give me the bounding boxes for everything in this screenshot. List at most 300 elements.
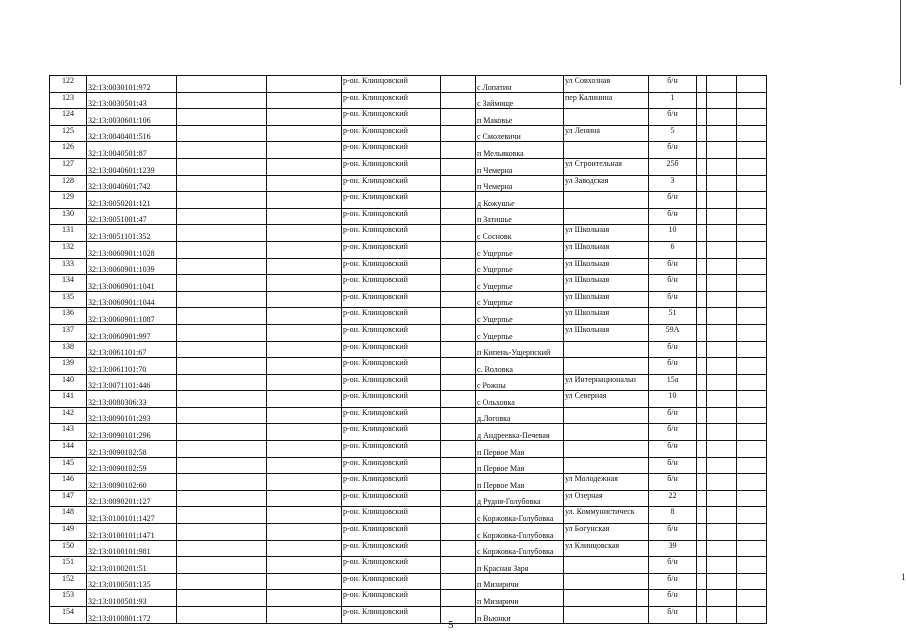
cadastral-number-cell: 32:13:0030101:972	[87, 76, 177, 93]
empty-cell	[707, 175, 737, 192]
district-cell: р-он. Клинцовский	[342, 490, 441, 507]
empty-cell	[441, 374, 476, 391]
empty-cell	[707, 557, 737, 574]
empty-cell	[697, 424, 707, 441]
cadastral-number-cell: 32:13:0071101:446	[87, 374, 177, 391]
street-cell: ул Богунская	[564, 524, 649, 541]
street-cell: ул Совхозная	[564, 76, 649, 93]
empty-cell	[737, 607, 767, 624]
district-cell: р-он. Клинцовский	[342, 457, 441, 474]
empty-cell	[737, 225, 767, 242]
locality-cell: д.Логовка	[476, 407, 564, 424]
empty-cell	[441, 291, 476, 308]
table-row	[50, 142, 767, 159]
empty-cell	[267, 424, 342, 441]
district-cell: р-он. Клинцовский	[342, 474, 441, 491]
empty-cell	[737, 142, 767, 159]
row-number-cell: 146	[50, 474, 87, 491]
cadastral-number-cell: 32:13:0040601:1239	[87, 158, 177, 175]
empty-cell	[441, 142, 476, 159]
empty-cell	[267, 142, 342, 159]
street-cell	[564, 573, 649, 590]
empty-cell	[737, 457, 767, 474]
street-cell: ул Школьная	[564, 241, 649, 258]
cadastral-number-cell: 32:13:0100501:93	[87, 590, 177, 607]
table-row	[50, 540, 767, 557]
street-cell: ул Ленина	[564, 125, 649, 142]
street-cell	[564, 407, 649, 424]
empty-cell	[697, 341, 707, 358]
district-cell: р-он. Клинцовский	[342, 324, 441, 341]
empty-cell	[177, 341, 267, 358]
empty-cell	[177, 474, 267, 491]
empty-cell	[267, 358, 342, 375]
empty-cell	[707, 441, 737, 458]
street-cell: пер Калинина	[564, 92, 649, 109]
empty-cell	[441, 109, 476, 126]
district-cell: р-он. Клинцовский	[342, 441, 441, 458]
empty-cell	[267, 507, 342, 524]
house-number-cell: б/н	[649, 258, 697, 275]
street-cell	[564, 208, 649, 225]
empty-cell	[737, 540, 767, 557]
table-row	[50, 308, 767, 325]
table-row	[50, 291, 767, 308]
locality-cell: с Ущерпье	[476, 308, 564, 325]
registry-table-wrapper	[49, 75, 767, 624]
cadastral-number-cell: 32:13:0090102:59	[87, 457, 177, 474]
empty-cell	[441, 158, 476, 175]
empty-cell	[177, 324, 267, 341]
house-number-cell: 15а	[649, 374, 697, 391]
empty-cell	[707, 241, 737, 258]
empty-cell	[267, 573, 342, 590]
house-number-cell: б/н	[649, 291, 697, 308]
empty-cell	[441, 225, 476, 242]
locality-cell: с Ольховка	[476, 391, 564, 408]
empty-cell	[697, 557, 707, 574]
street-cell: ул Клинцовская	[564, 540, 649, 557]
row-number-cell: 124	[50, 109, 87, 126]
row-number-cell: 128	[50, 175, 87, 192]
empty-cell	[697, 241, 707, 258]
district-cell: р-он. Клинцовский	[342, 557, 441, 574]
empty-cell	[697, 275, 707, 292]
table-row	[50, 76, 767, 93]
empty-cell	[697, 192, 707, 209]
empty-cell	[737, 407, 767, 424]
empty-cell	[697, 76, 707, 93]
house-number-cell: 51	[649, 308, 697, 325]
house-number-cell: б/н	[649, 275, 697, 292]
empty-cell	[267, 474, 342, 491]
empty-cell	[707, 208, 737, 225]
empty-cell	[177, 175, 267, 192]
house-number-cell: 10	[649, 391, 697, 408]
empty-cell	[737, 308, 767, 325]
row-number-cell: 144	[50, 441, 87, 458]
row-number-cell: 129	[50, 192, 87, 209]
street-cell: ул Строительная	[564, 158, 649, 175]
table-row	[50, 573, 767, 590]
table-row	[50, 490, 767, 507]
empty-cell	[737, 424, 767, 441]
street-cell	[564, 557, 649, 574]
locality-cell: п Первое Мая	[476, 457, 564, 474]
table-row	[50, 258, 767, 275]
table-row	[50, 441, 767, 458]
empty-cell	[707, 158, 737, 175]
row-number-cell: 140	[50, 374, 87, 391]
empty-cell	[737, 125, 767, 142]
empty-cell	[737, 441, 767, 458]
empty-cell	[267, 407, 342, 424]
house-number-cell: 3	[649, 175, 697, 192]
empty-cell	[267, 175, 342, 192]
street-cell	[564, 457, 649, 474]
empty-cell	[707, 474, 737, 491]
empty-cell	[697, 490, 707, 507]
empty-cell	[697, 291, 707, 308]
empty-cell	[737, 291, 767, 308]
empty-cell	[697, 524, 707, 541]
street-cell: ул Школьная	[564, 275, 649, 292]
cadastral-number-cell: 32:13:0100201:51	[87, 557, 177, 574]
empty-cell	[441, 324, 476, 341]
empty-cell	[177, 291, 267, 308]
cadastral-number-cell: 32:13:0061101:70	[87, 358, 177, 375]
empty-cell	[707, 258, 737, 275]
street-cell: ул Озерная	[564, 490, 649, 507]
empty-cell	[697, 258, 707, 275]
cadastral-number-cell: 32:13:0090101:293	[87, 407, 177, 424]
cadastral-number-cell: 32:13:0100101:1427	[87, 507, 177, 524]
empty-cell	[267, 607, 342, 624]
house-number-cell: б/н	[649, 208, 697, 225]
empty-cell	[267, 341, 342, 358]
district-cell: р-он. Клинцовский	[342, 391, 441, 408]
empty-cell	[267, 92, 342, 109]
empty-cell	[707, 225, 737, 242]
cadastral-number-cell: 32:13:0030601:106	[87, 109, 177, 126]
cadastral-number-cell: 32:13:0080306:33	[87, 391, 177, 408]
district-cell: р-он. Клинцовский	[342, 291, 441, 308]
district-cell: р-он. Клинцовский	[342, 109, 441, 126]
empty-cell	[707, 507, 737, 524]
row-number-cell: 142	[50, 407, 87, 424]
table-row	[50, 507, 767, 524]
empty-cell	[697, 407, 707, 424]
cadastral-number-cell: 32:13:0060901:1028	[87, 241, 177, 258]
row-number-cell: 147	[50, 490, 87, 507]
cadastral-number-cell: 32:13:0100101:1471	[87, 524, 177, 541]
house-number-cell: 22	[649, 490, 697, 507]
empty-cell	[441, 557, 476, 574]
table-row	[50, 557, 767, 574]
district-cell: р-он. Клинцовский	[342, 275, 441, 292]
table-row	[50, 92, 767, 109]
table-row	[50, 424, 767, 441]
empty-cell	[707, 125, 737, 142]
row-number-cell: 149	[50, 524, 87, 541]
district-cell: р-он. Клинцовский	[342, 524, 441, 541]
locality-cell: с Коржовка-Голубовка	[476, 524, 564, 541]
row-number-cell: 127	[50, 158, 87, 175]
street-cell: ул Интернациональн	[564, 374, 649, 391]
empty-cell	[267, 540, 342, 557]
district-cell: р-он. Клинцовский	[342, 192, 441, 209]
empty-cell	[177, 76, 267, 93]
empty-cell	[177, 192, 267, 209]
district-cell: р-он. Клинцовский	[342, 540, 441, 557]
district-cell: р-он. Клинцовский	[342, 125, 441, 142]
cadastral-number-cell: 32:13:0060901:1039	[87, 258, 177, 275]
house-number-cell: б/н	[649, 109, 697, 126]
house-number-cell: б/н	[649, 76, 697, 93]
locality-cell: п Чемерна	[476, 158, 564, 175]
house-number-cell: 59А	[649, 324, 697, 341]
empty-cell	[267, 441, 342, 458]
locality-cell: с Смолевичи	[476, 125, 564, 142]
empty-cell	[707, 607, 737, 624]
district-cell: р-он. Клинцовский	[342, 507, 441, 524]
house-number-cell: б/н	[649, 424, 697, 441]
empty-cell	[707, 573, 737, 590]
district-cell: р-он. Клинцовский	[342, 92, 441, 109]
empty-cell	[267, 291, 342, 308]
empty-cell	[441, 590, 476, 607]
row-number-cell: 145	[50, 457, 87, 474]
table-row	[50, 374, 767, 391]
locality-cell: с Ущерпье	[476, 241, 564, 258]
district-cell: р-он. Клинцовский	[342, 407, 441, 424]
house-number-cell: б/н	[649, 524, 697, 541]
house-number-cell: б/н	[649, 474, 697, 491]
table-row	[50, 241, 767, 258]
row-number-cell: 132	[50, 241, 87, 258]
empty-cell	[441, 241, 476, 258]
locality-cell: п Чемерна	[476, 175, 564, 192]
street-cell	[564, 358, 649, 375]
locality-cell: п Мизиричи	[476, 573, 564, 590]
empty-cell	[267, 275, 342, 292]
empty-cell	[177, 109, 267, 126]
house-number-cell: б/н	[649, 590, 697, 607]
empty-cell	[441, 507, 476, 524]
empty-cell	[441, 457, 476, 474]
cadastral-number-cell: 32:13:0030501:43	[87, 92, 177, 109]
empty-cell	[697, 507, 707, 524]
empty-cell	[737, 557, 767, 574]
row-number-cell: 123	[50, 92, 87, 109]
locality-cell: с Коржовка-Голубовка	[476, 507, 564, 524]
locality-cell: с Лопатин	[476, 76, 564, 93]
empty-cell	[707, 540, 737, 557]
district-cell: р-он. Клинцовский	[342, 607, 441, 624]
empty-cell	[441, 92, 476, 109]
cadastral-number-cell: 32:13:0100801:172	[87, 607, 177, 624]
table-row	[50, 275, 767, 292]
locality-cell: с Ущерпье	[476, 275, 564, 292]
empty-cell	[177, 374, 267, 391]
empty-cell	[707, 291, 737, 308]
table-row	[50, 192, 767, 209]
locality-cell: с Рожны	[476, 374, 564, 391]
locality-cell: с. Воловка	[476, 358, 564, 375]
house-number-cell: 5	[649, 125, 697, 142]
locality-cell: с Займище	[476, 92, 564, 109]
empty-cell	[441, 192, 476, 209]
empty-cell	[177, 590, 267, 607]
empty-cell	[177, 92, 267, 109]
empty-cell	[697, 208, 707, 225]
house-number-cell: 25б	[649, 158, 697, 175]
empty-cell	[441, 258, 476, 275]
table-row	[50, 225, 767, 242]
street-cell: ул Заводская	[564, 175, 649, 192]
empty-cell	[737, 258, 767, 275]
empty-cell	[267, 158, 342, 175]
locality-cell: п Мельяковка	[476, 142, 564, 159]
table-row	[50, 341, 767, 358]
empty-cell	[737, 573, 767, 590]
district-cell: р-он. Клинцовский	[342, 208, 441, 225]
scan-edge-line	[900, 0, 901, 85]
street-cell	[564, 341, 649, 358]
cadastral-number-cell: 32:13:0100501:135	[87, 573, 177, 590]
house-number-cell: б/н	[649, 192, 697, 209]
street-cell: ул Школьная	[564, 308, 649, 325]
empty-cell	[737, 92, 767, 109]
empty-cell	[441, 490, 476, 507]
row-number-cell: 131	[50, 225, 87, 242]
empty-cell	[707, 424, 737, 441]
empty-cell	[737, 374, 767, 391]
street-cell: ул. Коммунистическ	[564, 507, 649, 524]
empty-cell	[441, 391, 476, 408]
empty-cell	[267, 192, 342, 209]
district-cell: р-он. Клинцовский	[342, 308, 441, 325]
district-cell: р-он. Клинцовский	[342, 175, 441, 192]
empty-cell	[441, 341, 476, 358]
empty-cell	[267, 524, 342, 541]
empty-cell	[697, 358, 707, 375]
locality-cell: п Мизиричи	[476, 590, 564, 607]
table-row	[50, 208, 767, 225]
house-number-cell: 39	[649, 540, 697, 557]
row-number-cell: 151	[50, 557, 87, 574]
empty-cell	[737, 324, 767, 341]
district-cell: р-он. Клинцовский	[342, 424, 441, 441]
street-cell: ул Северная	[564, 391, 649, 408]
empty-cell	[737, 76, 767, 93]
empty-cell	[697, 175, 707, 192]
house-number-cell: 6	[649, 241, 697, 258]
house-number-cell: б/н	[649, 557, 697, 574]
empty-cell	[707, 308, 737, 325]
empty-cell	[697, 374, 707, 391]
house-number-cell: б/н	[649, 142, 697, 159]
locality-cell: д Андреевка-Печевая	[476, 424, 564, 441]
table-row	[50, 175, 767, 192]
empty-cell	[441, 275, 476, 292]
row-number-cell: 143	[50, 424, 87, 441]
locality-cell: п Красная Заря	[476, 557, 564, 574]
empty-cell	[697, 324, 707, 341]
empty-cell	[267, 374, 342, 391]
empty-cell	[697, 590, 707, 607]
street-cell: ул Молодежная	[564, 474, 649, 491]
table-row	[50, 407, 767, 424]
row-number-cell: 139	[50, 358, 87, 375]
empty-cell	[441, 573, 476, 590]
district-cell: р-он. Клинцовский	[342, 76, 441, 93]
district-cell: р-он. Клинцовский	[342, 258, 441, 275]
empty-cell	[177, 258, 267, 275]
district-cell: р-он. Клинцовский	[342, 590, 441, 607]
empty-cell	[177, 142, 267, 159]
house-number-cell: б/н	[649, 573, 697, 590]
empty-cell	[737, 275, 767, 292]
registry-table-body	[50, 76, 767, 624]
empty-cell	[707, 109, 737, 126]
empty-cell	[267, 76, 342, 93]
locality-cell: п Кипень-Ущерпский	[476, 341, 564, 358]
row-number-cell: 136	[50, 308, 87, 325]
edge-mark: 1	[901, 572, 906, 582]
locality-cell: с Ущерпье	[476, 258, 564, 275]
locality-cell: д Кожушье	[476, 192, 564, 209]
row-number-cell: 122	[50, 76, 87, 93]
house-number-cell: 1	[649, 92, 697, 109]
empty-cell	[707, 76, 737, 93]
empty-cell	[707, 490, 737, 507]
row-number-cell: 137	[50, 324, 87, 341]
empty-cell	[697, 225, 707, 242]
empty-cell	[177, 524, 267, 541]
house-number-cell: б/н	[649, 457, 697, 474]
row-number-cell: 134	[50, 275, 87, 292]
empty-cell	[737, 358, 767, 375]
empty-cell	[697, 92, 707, 109]
cadastral-number-cell: 32:13:0051101:352	[87, 225, 177, 242]
row-number-cell: 135	[50, 291, 87, 308]
table-row	[50, 358, 767, 375]
row-number-cell: 133	[50, 258, 87, 275]
cadastral-number-cell: 32:13:0060901:997	[87, 324, 177, 341]
row-number-cell: 148	[50, 507, 87, 524]
empty-cell	[737, 474, 767, 491]
empty-cell	[267, 490, 342, 507]
empty-cell	[737, 175, 767, 192]
empty-cell	[737, 507, 767, 524]
empty-cell	[697, 607, 707, 624]
cadastral-number-cell: 32:13:0040401:516	[87, 125, 177, 142]
house-number-cell: б/н	[649, 341, 697, 358]
cadastral-number-cell: 32:13:0050201:121	[87, 192, 177, 209]
row-number-cell: 152	[50, 573, 87, 590]
empty-cell	[707, 192, 737, 209]
house-number-cell: 10	[649, 225, 697, 242]
cadastral-number-cell: 32:13:0061101:67	[87, 341, 177, 358]
empty-cell	[177, 407, 267, 424]
empty-cell	[697, 109, 707, 126]
empty-cell	[697, 142, 707, 159]
empty-cell	[441, 607, 476, 624]
locality-cell: с Сосновк	[476, 225, 564, 242]
empty-cell	[737, 192, 767, 209]
empty-cell	[267, 258, 342, 275]
